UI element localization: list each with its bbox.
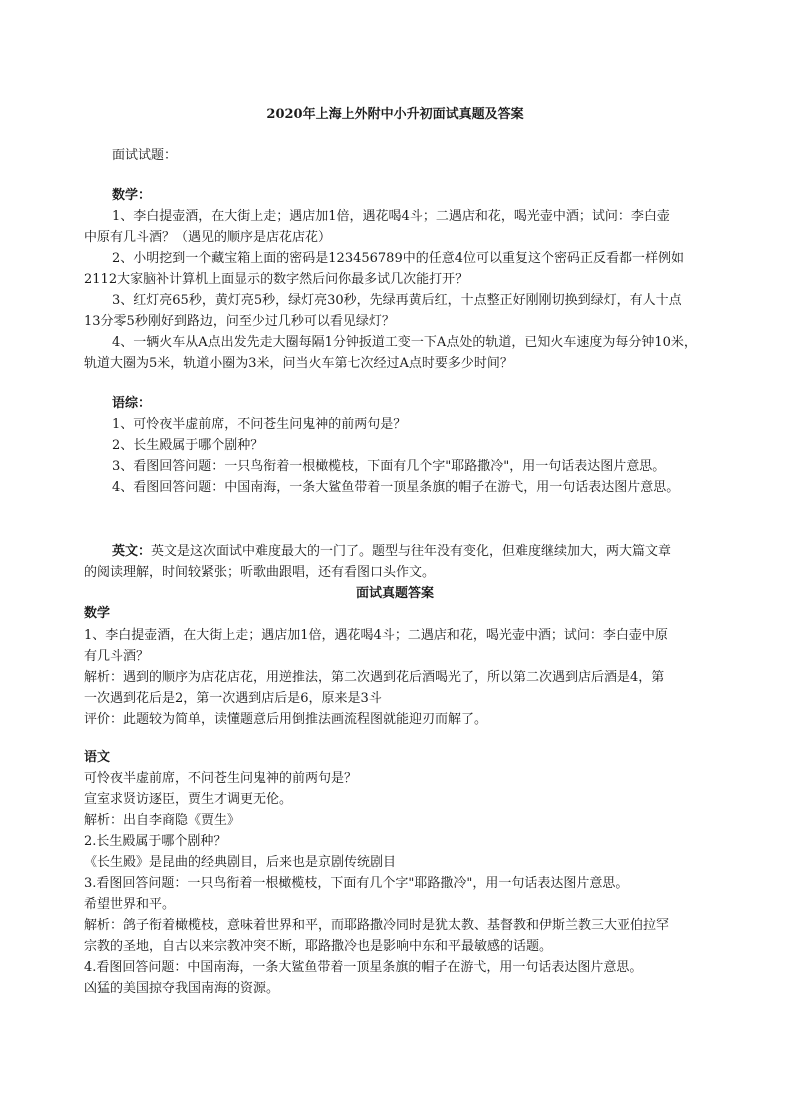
math-question-line: 2、小明挖到一个藏宝箱上面的密码是123456789中的任意4位可以重复这个密码正反看都一样例如 xyxy=(112,251,684,266)
answer-chinese-line: 宗教的圣地，自古以来宗教冲突不断，耶路撒冷也是影响中东和平最敏感的话题。 xyxy=(84,939,553,954)
answer-math-line: 评价：此题较为简单，读懂题意后用倒推法画流程图就能迎刃而解了。 xyxy=(84,712,488,727)
answer-chinese-line: 解析：鸽子衔着橄榄枝，意味着世界和平，而耶路撒冷同时是犹太教、基督教和伊斯兰教三大亚伯拉罕 xyxy=(84,918,670,933)
answer-chinese-line: 4.看图回答问题：中国南海，一条大鲨鱼带着一顶星条旗的帽子在游弋，用一句话表达图片意思。 xyxy=(84,960,643,975)
answer-chinese-line: 3.看图回答问题：一只鸟衔着一根橄榄枝，下面有几个字"耶路撒冷"，用一句话表达图片意思。 xyxy=(84,876,629,891)
math-question-line: 1、李白提壶酒，在大街上走；遇店加1倍，遇花喝4斗；二遇店和花，喝光壶中酒；试问：李白壶 xyxy=(112,209,670,224)
math-question-line: 轨道大圈为5米，轨道小圈为3米，问当火车第七次经过A点时要多少时间？ xyxy=(84,356,513,371)
math-question-line: 13分零5秒刚好到路边，问至少过几秒可以看见绿灯？ xyxy=(84,314,395,329)
chinese-question: 4、看图回答问题：中国南海，一条大鲨鱼带着一顶星条旗的帽子在游弋，用一句话表达图片意思。 xyxy=(112,480,680,495)
answers-chinese-heading: 语文 xyxy=(84,750,111,765)
answers-title: 面试真题答案 xyxy=(355,586,434,601)
math-question-line: 2112大家脑补计算机上面显示的数字然后问你最多试几次能打开？ xyxy=(84,272,469,287)
answer-chinese-line: 《长生殿》是昆曲的经典剧目，后来也是京剧传统剧目 xyxy=(84,855,397,870)
answers-math-heading: 数学 xyxy=(84,606,111,621)
answer-chinese-line: 2.长生殿属于哪个剧种？ xyxy=(84,834,227,849)
english-paragraph-line: 的阅读理解，时间较紧张；听歌曲跟唱，还有看图口头作文。 xyxy=(84,565,436,580)
english-label: 英文： xyxy=(112,544,152,559)
chinese-question: 3、看图回答问题：一只鸟衔着一根橄榄枝，下面有几个字"耶路撒冷"，用一句话表达图片意思。 xyxy=(112,459,666,474)
math-question-line: 中原有几斗酒？（遇见的顺序是店花店花） xyxy=(84,230,332,245)
chinese-heading: 语综： xyxy=(112,396,152,411)
chinese-question: 2、长生殿属于哪个剧种？ xyxy=(112,438,264,453)
answer-chinese-line: 可怜夜半虚前席，不问苍生问鬼神的前两句是？ xyxy=(84,771,358,786)
answer-chinese-line: 解析：出自李商隐《贾生》 xyxy=(84,813,241,828)
document-title: 2020年上海上外附中小升初面试真题及答案 xyxy=(266,107,524,122)
math-heading: 数学： xyxy=(112,188,152,203)
answer-math-line: 1、李白提壶酒，在大街上走；遇店加1倍，遇花喝4斗；二遇店和花，喝光壶中酒；试问：李白壶中原 xyxy=(84,628,668,643)
math-question-line: 4、一辆火车从A点出发先走大圈每隔1分钟扳道工变一下A点处的轨道，已知火车速度为每分钟10米， xyxy=(112,335,697,350)
english-paragraph-line xyxy=(112,540,671,563)
answer-chinese-line: 希望世界和平。 xyxy=(84,897,176,912)
chinese-question: 1、可怜夜半虚前席，不问苍生问鬼神的前两句是？ xyxy=(112,417,407,432)
math-question-line: 3、红灯亮65秒，黄灯亮5秒，绿灯亮30秒，先绿再黄后红，十点整正好刚刚切换到绿灯，有人十点 xyxy=(112,293,682,308)
answer-math-line: 一次遇到花后是2，第一次遇到店后是6，原来是3斗 xyxy=(84,691,382,706)
answer-chinese-line: 宣室求贤访逐臣，贾生才调更无伦。 xyxy=(84,792,293,807)
english-text: 英文是这次面试中难度最大的一门了。题型与往年没有变化，但难度继续加大，两大篇文章 xyxy=(151,544,672,559)
answer-chinese-line: 凶猛的美国掠夺我国南海的资源。 xyxy=(84,981,280,996)
intro-label: 面试试题： xyxy=(112,148,178,163)
answer-math-line: 有几斗酒？ xyxy=(84,649,150,664)
answer-math-line: 解析：遇到的顺序为店花店花，用逆推法，第二次遇到花后酒喝光了，所以第二次遇到店后酒是4，第 xyxy=(84,670,665,685)
